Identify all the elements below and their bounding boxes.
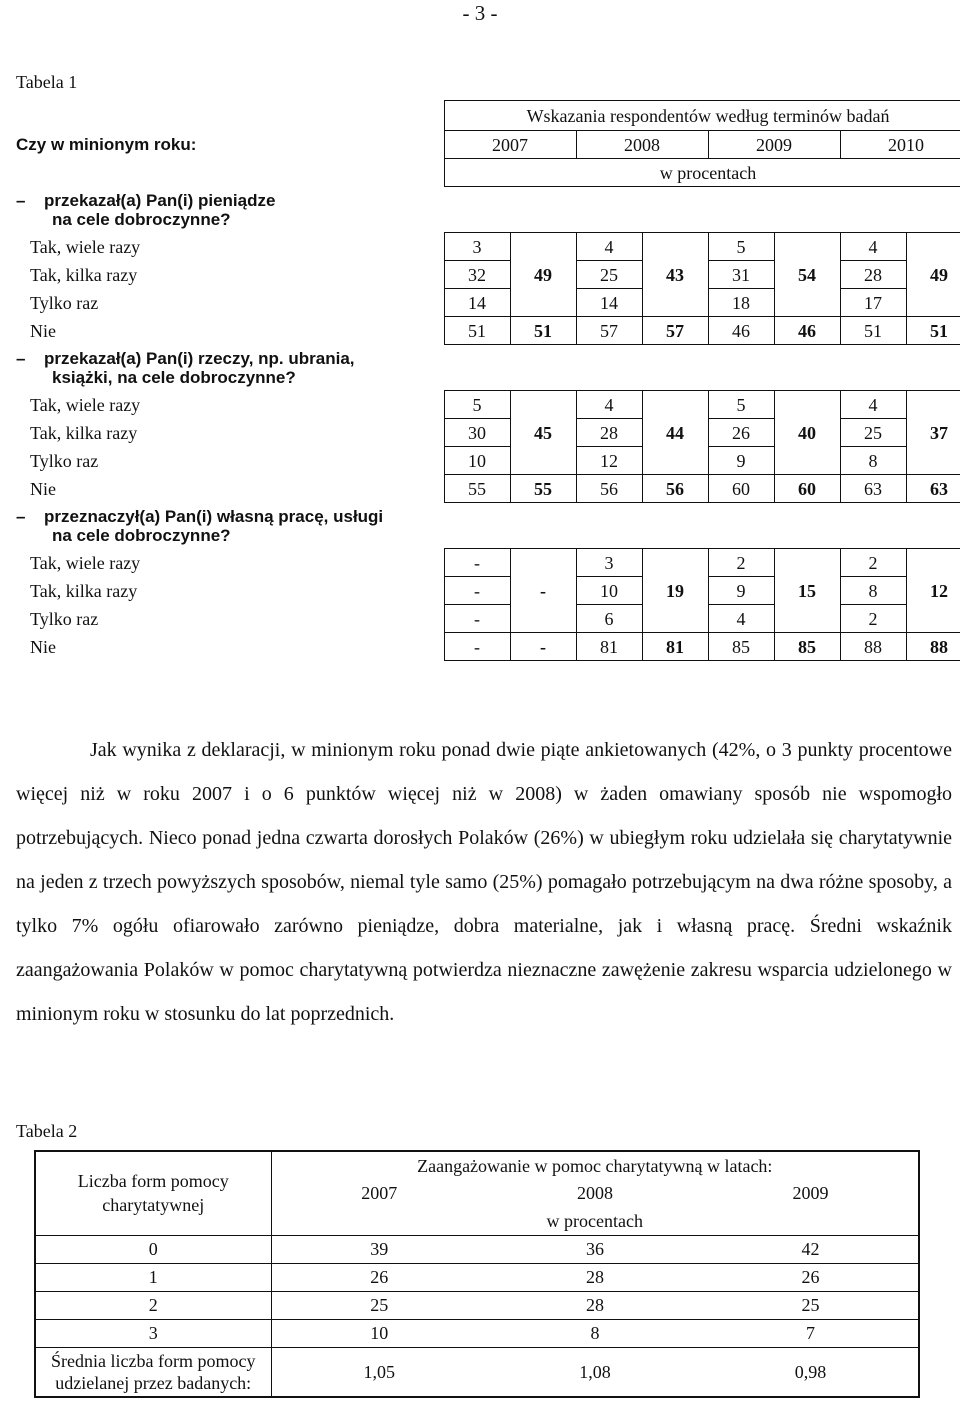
table-cell: 85 xyxy=(708,633,774,661)
table-cell: 12 xyxy=(576,447,642,475)
table-cell: 57 xyxy=(576,317,642,345)
subtotal-cell: 44 xyxy=(642,391,708,475)
subtotal-cell: 19 xyxy=(642,549,708,633)
table-cell: 31 xyxy=(708,261,774,289)
row-label: Tak, kilka razy xyxy=(30,422,138,443)
subtotal-cell: 60 xyxy=(774,475,840,503)
table1 xyxy=(8,100,960,661)
table-row xyxy=(8,549,960,577)
table-cell: 28 xyxy=(576,419,642,447)
mean-value: 0,98 xyxy=(794,1361,827,1382)
table-row xyxy=(35,1319,919,1347)
row-label: Nie xyxy=(30,636,56,657)
table-cell: - xyxy=(444,633,510,661)
table-cell: 8 xyxy=(487,1319,703,1347)
table-cell: 51 xyxy=(444,317,510,345)
row-label: 0 xyxy=(35,1235,271,1263)
table-cell: 7 xyxy=(703,1319,919,1347)
subtotal-cell: 63 xyxy=(906,475,960,503)
subtotal-cell: 51 xyxy=(510,317,576,345)
table-cell: 4 xyxy=(840,233,906,261)
subtotal-cell: 57 xyxy=(642,317,708,345)
table-cell: 4 xyxy=(708,605,774,633)
table-row xyxy=(8,475,960,503)
table-cell: 4 xyxy=(576,391,642,419)
table2-row-header: Liczba form pomocy charytatywnej xyxy=(35,1151,271,1235)
table-cell: 28 xyxy=(487,1291,703,1319)
row-label: Tak, wiele razy xyxy=(30,552,141,573)
table-cell: - xyxy=(444,577,510,605)
row-label: Tylko raz xyxy=(30,450,99,471)
table-cell: 10 xyxy=(576,577,642,605)
row-label: 1 xyxy=(35,1263,271,1291)
table1-section-title: – przekazał(a) Pan(i) rzeczy, np. ubrania, książki, na cele dobroczynne? xyxy=(16,348,355,387)
table-cell: 63 xyxy=(840,475,906,503)
table2-year: 2007 xyxy=(361,1183,398,1203)
subtotal-cell: 45 xyxy=(510,391,576,475)
row-label: Tak, kilka razy xyxy=(30,264,138,285)
table-cell: 14 xyxy=(576,289,642,317)
table1-section-title: – przeznaczył(a) Pan(i) własną pracę, usługi na cele dobroczynne? xyxy=(16,506,384,545)
table-cell: 39 xyxy=(271,1235,487,1263)
subtotal-cell: - xyxy=(510,633,576,661)
subtotal-cell: 40 xyxy=(774,391,840,475)
page-number: - 3 - xyxy=(462,1,498,25)
table-cell: 81 xyxy=(576,633,642,661)
table-cell: 10 xyxy=(271,1319,487,1347)
table-cell: 25 xyxy=(271,1291,487,1319)
table-cell: 17 xyxy=(840,289,906,317)
table1-section-title: – przekazał(a) Pan(i) pieniądze na cele dobroczynne? xyxy=(16,190,276,229)
table-row xyxy=(35,1235,919,1263)
subtotal-cell: 49 xyxy=(906,233,960,317)
subtotal-cell: 46 xyxy=(774,317,840,345)
table1-year: 2009 xyxy=(708,131,840,159)
row-label: 2 xyxy=(35,1291,271,1319)
table-cell: 5 xyxy=(444,391,510,419)
mean-value: 1,05 xyxy=(363,1361,395,1382)
mean-value: 1,08 xyxy=(579,1361,611,1382)
table2-year: 2008 xyxy=(577,1183,613,1203)
table1-year: 2007 xyxy=(444,131,576,159)
subtotal-cell: 49 xyxy=(510,233,576,317)
subtotal-cell: 55 xyxy=(510,475,576,503)
body-paragraph: Jak wynika z deklaracji, w minionym roku ponad dwie piąte ankietowanych (42%, o 3 punkty procentowe więcej niż w roku 2007 i o 6 punktów więcej niż w 2008) w żaden omawiany sposób nie wspomogło potrzebujących. Nieco ponad jedna czwarta dorosłych Polaków (26%) w ubiegłym roku udzielała się charytatywnie na jeden z trzech powyższych sposobów, niemal tyle samo (25%) pomagało potrzebującym na dwa różne sposoby, a tylko 7% ogółu ofiarowało zarówno pieniądze, dobra materialne, jak i własną pracę. Średni wskaźnik zaangażowania Polaków w pomoc charytatywną potwierdza nieznaczne zawężenie zakresu wsparcia udzielonego w minionym roku w stosunku do lat poprzednich. xyxy=(16,739,952,1025)
table-cell: 2 xyxy=(840,605,906,633)
subtotal-cell: 88 xyxy=(906,633,960,661)
table-cell: 3 xyxy=(576,549,642,577)
table2-caption: Tabela 2 xyxy=(16,1121,78,1141)
table-cell: 8 xyxy=(840,577,906,605)
table-cell: 5 xyxy=(708,233,774,261)
row-label: Tak, wiele razy xyxy=(30,236,141,257)
table-cell: 25 xyxy=(703,1291,919,1319)
row-label: 3 xyxy=(35,1319,271,1347)
table-row xyxy=(35,1263,919,1291)
table1-year: 2010 xyxy=(840,131,960,159)
table-cell: 2 xyxy=(840,549,906,577)
table-cell: 4 xyxy=(840,391,906,419)
table-cell: 60 xyxy=(708,475,774,503)
table2-unit: w procentach xyxy=(271,1207,919,1235)
table-cell: 26 xyxy=(271,1263,487,1291)
table-cell: 4 xyxy=(576,233,642,261)
row-label: Nie xyxy=(30,320,56,341)
subtotal-cell: 56 xyxy=(642,475,708,503)
mean-label: Średnia liczba form pomocy udzielanej przez badanych: xyxy=(35,1347,271,1397)
subtotal-cell: 12 xyxy=(906,549,960,633)
subtotal-cell: 81 xyxy=(642,633,708,661)
table-cell: 26 xyxy=(703,1263,919,1291)
table-cell: 32 xyxy=(444,261,510,289)
row-label: Tylko raz xyxy=(30,292,99,313)
table-row xyxy=(35,1291,919,1319)
subtotal-cell: 54 xyxy=(774,233,840,317)
table2-header-group: Zaangażowanie w pomoc charytatywną w latach: xyxy=(417,1155,773,1176)
table1-unit: w procentach xyxy=(444,159,960,187)
table-cell: 42 xyxy=(703,1235,919,1263)
table-row xyxy=(8,317,960,345)
subtotal-cell: - xyxy=(510,549,576,633)
table-row xyxy=(8,633,960,661)
table-cell: 36 xyxy=(487,1235,703,1263)
table-cell: 2 xyxy=(708,549,774,577)
table-cell: 46 xyxy=(708,317,774,345)
subtotal-cell: 37 xyxy=(906,391,960,475)
table-cell: - xyxy=(444,605,510,633)
table-cell: - xyxy=(444,549,510,577)
table-cell: 9 xyxy=(708,577,774,605)
table-cell: 28 xyxy=(487,1263,703,1291)
table-cell: 26 xyxy=(708,419,774,447)
table1-year: 2008 xyxy=(576,131,708,159)
subtotal-cell: 51 xyxy=(906,317,960,345)
table-cell: 5 xyxy=(708,391,774,419)
subtotal-cell: 85 xyxy=(774,633,840,661)
table-row xyxy=(8,233,960,261)
table1-question: Czy w minionym roku: xyxy=(16,134,197,154)
table-cell: 3 xyxy=(444,233,510,261)
mean-row xyxy=(35,1347,919,1397)
table2-year: 2009 xyxy=(792,1183,829,1203)
table-cell: 25 xyxy=(840,419,906,447)
subtotal-cell: 43 xyxy=(642,233,708,317)
row-label: Tylko raz xyxy=(30,608,99,629)
row-label: Tak, kilka razy xyxy=(30,580,138,601)
table-cell: 9 xyxy=(708,447,774,475)
table-cell: 55 xyxy=(444,475,510,503)
table-cell: 51 xyxy=(840,317,906,345)
table2 xyxy=(34,1150,920,1398)
table1-caption: Tabela 1 xyxy=(16,72,78,92)
row-label: Tak, wiele razy xyxy=(30,394,141,415)
table-row xyxy=(8,391,960,419)
table-cell: 88 xyxy=(840,633,906,661)
table-cell: 6 xyxy=(576,605,642,633)
table-cell: 25 xyxy=(576,261,642,289)
table-cell: 8 xyxy=(840,447,906,475)
table-cell: 56 xyxy=(576,475,642,503)
subtotal-cell: 15 xyxy=(774,549,840,633)
table-cell: 18 xyxy=(708,289,774,317)
table-cell: 10 xyxy=(444,447,510,475)
table-cell: 28 xyxy=(840,261,906,289)
table-cell: 30 xyxy=(444,419,510,447)
table-cell: 14 xyxy=(444,289,510,317)
table1-header-group: Wskazania respondentów według terminów badań xyxy=(444,101,960,131)
row-label: Nie xyxy=(30,478,56,499)
